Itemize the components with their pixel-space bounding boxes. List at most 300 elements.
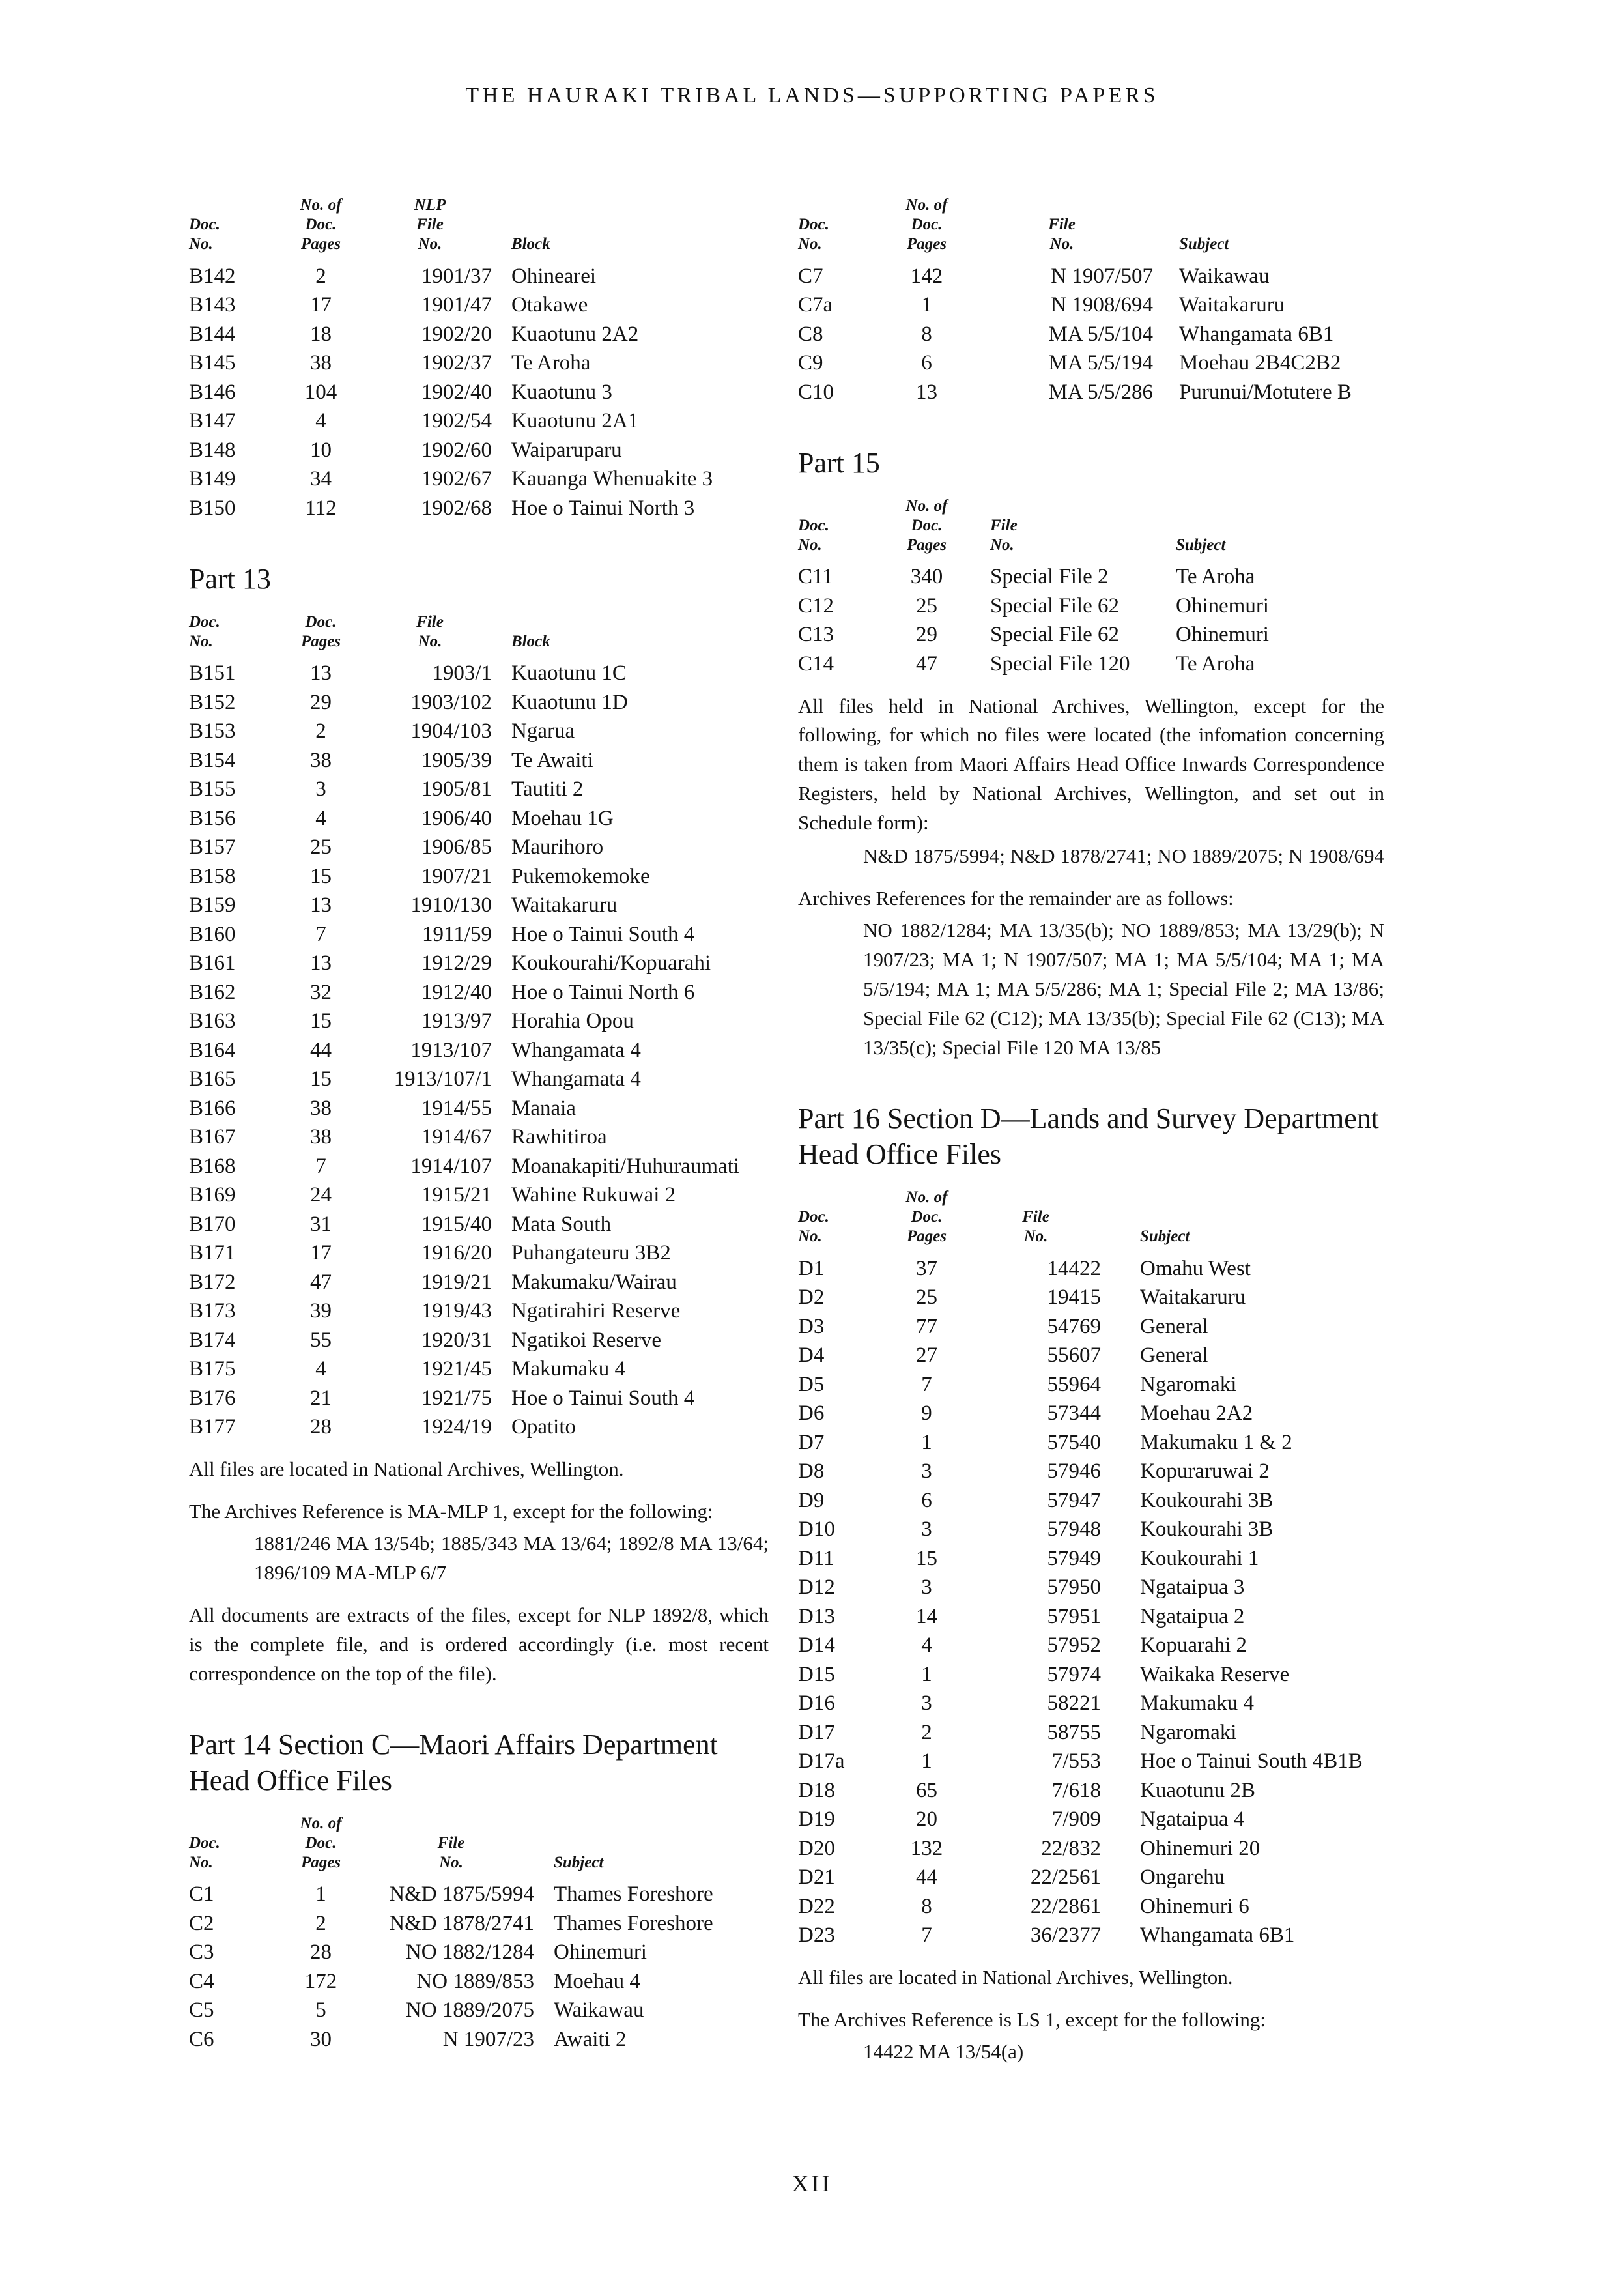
table-cell: NO 1889/2075	[405, 1998, 534, 2022]
table-cell: B144	[189, 322, 236, 346]
table-cell: 44	[916, 1865, 937, 1889]
table-cell: D12	[798, 1575, 835, 1599]
table-cell: 1906/85	[421, 835, 492, 859]
table-row	[189, 1152, 769, 1181]
table-row	[798, 1602, 1384, 1632]
table-cell: D16	[798, 1691, 835, 1715]
table-cell: 22/2561	[1030, 1865, 1101, 1889]
table-cell: N 1907/23	[442, 2027, 534, 2051]
table-cell: Mata South	[511, 1212, 612, 1236]
table-cell: B145	[189, 351, 236, 375]
table-cell: 14422	[1047, 1256, 1101, 1280]
table-b-continued	[189, 195, 769, 523]
table-cell: 1921/45	[421, 1357, 492, 1381]
column-header: No. of Doc. Pages	[905, 1188, 948, 1245]
table-cell: 25	[916, 1286, 937, 1309]
table-row	[798, 1660, 1384, 1690]
table-cell: Pukemokemoke	[511, 864, 650, 888]
table-cell: D10	[798, 1517, 835, 1541]
table-cell: 57951	[1047, 1604, 1101, 1628]
table-cell: Ohinemuri	[1176, 594, 1269, 618]
table-row	[798, 1834, 1384, 1863]
table-cell: 65	[916, 1778, 937, 1802]
table-cell: 18	[310, 322, 332, 346]
table-cell: B164	[189, 1038, 236, 1062]
table-cell: 1907/21	[421, 864, 492, 888]
table-cell: 1921/75	[421, 1386, 492, 1410]
table-cell: Ngaromaki	[1140, 1720, 1237, 1744]
table-cell: Waitakaruru	[1140, 1286, 1246, 1309]
table-cell: General	[1140, 1314, 1208, 1338]
table-row	[798, 378, 1384, 407]
table-cell: 1904/103	[410, 719, 492, 743]
table-cell: B152	[189, 690, 236, 714]
table-cell: 1913/107	[410, 1038, 492, 1062]
table-row	[189, 775, 769, 805]
table-row	[189, 1880, 769, 1910]
table-cell: 32	[310, 980, 332, 1004]
table-row	[189, 291, 769, 321]
table-cell: Koukourahi/Kopuarahi	[511, 951, 711, 975]
table-cell: 55964	[1047, 1372, 1101, 1396]
table-cell: 4	[315, 409, 326, 433]
table-cell: Moehau 2B4C2B2	[1179, 351, 1341, 375]
table-cell: Koukourahi 1	[1140, 1546, 1259, 1570]
table-cell: 30	[310, 2027, 332, 2051]
table-cell: Wahine Rukuwai 2	[511, 1183, 676, 1207]
table-cell: 25	[310, 835, 332, 859]
table-cell: 3	[921, 1691, 932, 1715]
table-cell: B170	[189, 1212, 236, 1236]
part-15-heading: Part 15	[798, 446, 880, 479]
table-cell: Moehau 2A2	[1140, 1402, 1253, 1425]
table-cell: D6	[798, 1402, 825, 1425]
table-cell: B149	[189, 467, 236, 491]
table-cell: 17	[310, 1241, 332, 1265]
table-cell: Manaia	[511, 1096, 576, 1120]
table-cell: 1920/31	[421, 1328, 492, 1352]
table-cell: 5	[315, 1998, 326, 2022]
table-cell: Ngataipua 2	[1140, 1604, 1245, 1628]
table-cell: Ngatikoi Reserve	[511, 1328, 662, 1352]
table-row	[798, 592, 1384, 621]
table-row	[189, 891, 769, 921]
table-cell: B177	[189, 1415, 236, 1439]
table-row	[189, 746, 769, 775]
table-row	[798, 1486, 1384, 1516]
table-cell: D7	[798, 1430, 825, 1454]
table-cell: NO 1889/853	[416, 1969, 534, 1993]
table-cell: 28	[310, 1940, 332, 1964]
table-row	[189, 262, 769, 291]
table-cell: Kopuarahi 2	[1140, 1633, 1247, 1657]
table-cell: D3	[798, 1314, 825, 1338]
table-row	[798, 1718, 1384, 1748]
table-cell: D21	[798, 1865, 835, 1889]
part-13-note-exceptions: 1881/246 MA 13/54b; 1885/343 MA 13/64; 1892/8 MA 13/64; 1896/109 MA-MLP 6/7	[254, 1531, 769, 1584]
table-c-continued	[798, 195, 1384, 407]
table-cell: B169	[189, 1183, 236, 1207]
table-cell: D18	[798, 1778, 835, 1802]
table-cell: B160	[189, 922, 236, 946]
table-row	[189, 1938, 769, 1968]
table-row	[798, 1631, 1384, 1660]
table-cell: 1905/81	[421, 777, 492, 801]
table-cell: Waitakaruru	[511, 893, 618, 917]
table-cell: Moanakapiti/Huhuraumati	[511, 1154, 740, 1178]
table-cell: 1903/1	[432, 661, 492, 685]
table-row	[798, 1254, 1384, 1284]
table-cell: 1902/37	[421, 351, 492, 375]
table-row	[798, 1892, 1384, 1921]
table-cell: 104	[304, 380, 337, 404]
table-cell: Hoe o Tainui South 4B1B	[1140, 1749, 1363, 1773]
table-cell: Waikaka Reserve	[1140, 1662, 1290, 1686]
table-cell: 47	[916, 652, 937, 676]
table-cell: Te Aroha	[1176, 652, 1255, 676]
table-cell: Kuaotunu 2A2	[511, 322, 639, 346]
table-cell: Ngataipua 3	[1140, 1575, 1245, 1599]
table-cell: Whangamata 4	[511, 1038, 641, 1062]
table-cell: B161	[189, 951, 236, 975]
table-row	[189, 978, 769, 1007]
table-row	[189, 378, 769, 407]
table-row	[189, 1210, 769, 1239]
table-cell: 15	[310, 1067, 332, 1091]
table-row	[189, 1996, 769, 2026]
table-cell: B167	[189, 1125, 236, 1149]
table-cell: 77	[916, 1314, 937, 1338]
running-head: THE HAURAKI TRIBAL LANDS—SUPPORTING PAPERS	[465, 83, 1159, 108]
table-row	[798, 349, 1384, 379]
column-header: Doc. No.	[798, 1207, 829, 1245]
table-header-row	[798, 195, 1384, 262]
table-cell: D22	[798, 1894, 835, 1918]
table-row	[189, 1094, 769, 1123]
column-header: Subject	[1179, 235, 1229, 253]
table-cell: 36/2377	[1030, 1923, 1101, 1947]
table-cell: Waikawau	[554, 1998, 644, 2022]
table-row	[798, 262, 1384, 291]
table-cell: N&D 1878/2741	[389, 1911, 534, 1935]
table-cell: Makumaku 1 & 2	[1140, 1430, 1292, 1454]
table-cell: 19415	[1047, 1286, 1101, 1309]
table-cell: D19	[798, 1807, 835, 1831]
part-15-note-remainder: Archives References for the remainder are as follows:	[798, 887, 1234, 910]
table-cell: 57974	[1047, 1662, 1101, 1686]
table-part-13	[189, 612, 769, 1443]
table-cell: 6	[921, 351, 932, 375]
table-header-row	[798, 1188, 1384, 1254]
table-row	[798, 1399, 1384, 1428]
table-cell: N&D 1875/5994	[389, 1882, 534, 1906]
table-cell: Kuaotunu 1D	[511, 690, 628, 714]
table-cell: C2	[189, 1911, 214, 1935]
table-row	[189, 1413, 769, 1443]
table-cell: D8	[798, 1460, 825, 1483]
table-cell: 14	[916, 1604, 937, 1628]
table-cell: Te Awaiti	[511, 748, 593, 772]
table-cell: Hoe o Tainui South 4	[511, 1386, 695, 1410]
table-cell: 1902/68	[421, 496, 492, 520]
table-cell: 1914/107	[410, 1154, 492, 1178]
table-cell: Thames Foreshore	[554, 1911, 713, 1935]
table-cell: 2	[315, 719, 326, 743]
table-cell: 44	[310, 1038, 332, 1062]
table-cell: B171	[189, 1241, 236, 1265]
part-15-note-references: NO 1882/1284; MA 13/35(b); NO 1889/853; MA 13/29(b); N 1907/23; MA 1; N 1907/507; MA 1; MA 5/5/104; MA 1; MA 5/5/194; MA 1; MA 5/5/286; MA 1; Special File 2; MA 13/86; Special File 62 (C12); MA 13/35(b); Special File 62 (C13); MA 13/35(c); Special File 120 MA 13/85	[863, 919, 1384, 1059]
table-cell: Ngarua	[511, 719, 575, 743]
table-cell: 15	[310, 864, 332, 888]
column-header: Doc. No.	[189, 216, 220, 253]
table-cell: Whangamata 6B1	[1179, 322, 1334, 346]
column-header: Block	[511, 632, 550, 650]
column-header: File No.	[1022, 1207, 1049, 1245]
part-16-note-exceptions: 14422 MA 13/54(a)	[863, 2039, 1024, 2063]
column-header: Doc. No.	[189, 1834, 220, 1871]
table-cell: C10	[798, 380, 834, 404]
table-row	[798, 1283, 1384, 1312]
table-cell: Maurihoro	[511, 835, 604, 859]
table-cell: D23	[798, 1923, 835, 1947]
table-row	[798, 1863, 1384, 1892]
table-cell: 1914/67	[421, 1125, 492, 1149]
table-row	[189, 920, 769, 949]
table-row	[189, 1268, 769, 1297]
table-cell: 340	[910, 565, 943, 589]
table-cell: B163	[189, 1009, 236, 1033]
table-cell: 3	[315, 777, 326, 801]
table-cell: 7	[315, 1154, 326, 1178]
left-column	[189, 195, 769, 2054]
table-cell: B156	[189, 806, 236, 830]
table-row	[798, 1341, 1384, 1370]
table-cell: 25	[916, 594, 937, 618]
column-header: File No.	[437, 1834, 465, 1871]
table-cell: Koukourahi 3B	[1140, 1488, 1274, 1512]
table-row	[189, 1181, 769, 1211]
table-row	[189, 2025, 769, 2054]
table-header-row	[189, 612, 769, 659]
table-row	[798, 563, 1384, 592]
table-cell: 3	[921, 1517, 932, 1541]
table-cell: N 1908/694	[1051, 293, 1153, 317]
part-13-note-location: All files are located in National Archives, Wellington.	[189, 1458, 624, 1480]
table-cell: 7	[921, 1372, 932, 1396]
table-cell: Kauanga Whenuakite 3	[511, 467, 713, 491]
table-cell: Thames Foreshore	[554, 1882, 713, 1906]
table-cell: 22/832	[1041, 1836, 1101, 1860]
table-cell: Waitakaruru	[1179, 293, 1285, 317]
table-cell: 1915/40	[421, 1212, 492, 1236]
table-cell: 57540	[1047, 1430, 1101, 1454]
table-cell: Ohinemuri 20	[1140, 1836, 1261, 1860]
table-cell: MA 5/5/286	[1048, 380, 1153, 404]
table-cell: 22/2861	[1030, 1894, 1101, 1918]
table-row	[189, 436, 769, 465]
table-cell: B157	[189, 835, 236, 859]
table-cell: D4	[798, 1344, 825, 1367]
table-row	[189, 1065, 769, 1095]
table-cell: 7	[921, 1923, 932, 1947]
table-cell: 15	[310, 1009, 332, 1033]
table-cell: 1919/43	[421, 1299, 492, 1323]
table-cell: General	[1140, 1344, 1208, 1367]
table-cell: 2	[315, 264, 326, 288]
table-cell: 57950	[1047, 1575, 1101, 1599]
table-row	[189, 1967, 769, 1996]
table-cell: Waiparuparu	[511, 438, 622, 462]
table-cell: MA 5/5/104	[1048, 322, 1153, 346]
part-15-note-location: All files held in National Archives, Wellington, except for the following, for which no files were located (the infomation concerning them is taken from Maori Affairs Head Office Inwards Correspondence Registers, held by National Archives, Wellington, and set out in Schedule form):	[798, 694, 1384, 835]
table-cell: 57949	[1047, 1546, 1101, 1570]
table-cell: 31	[310, 1212, 332, 1236]
table-cell: N 1907/507	[1051, 264, 1153, 288]
table-cell: 1	[921, 293, 932, 317]
table-cell: 1916/20	[421, 1241, 492, 1265]
column-header: Doc. Pages	[300, 612, 341, 650]
table-cell: B158	[189, 864, 236, 888]
column-header: NLP File No.	[414, 196, 446, 253]
table-cell: B154	[189, 748, 236, 772]
table-cell: 7	[315, 922, 326, 946]
table-cell: 4	[315, 1357, 326, 1381]
table-cell: 1913/97	[421, 1009, 492, 1033]
table-cell: Rawhitiroa	[511, 1125, 607, 1149]
table-cell: D20	[798, 1836, 835, 1860]
table-row	[798, 320, 1384, 349]
table-header-row	[189, 1814, 769, 1880]
table-cell: B168	[189, 1154, 236, 1178]
part-16-note-location: All files are located in National Archives, Wellington.	[798, 1965, 1233, 1989]
table-row	[189, 349, 769, 379]
table-cell: 54769	[1047, 1314, 1101, 1338]
table-cell: 2	[921, 1720, 932, 1744]
table-cell: 112	[305, 496, 337, 520]
table-cell: 13	[310, 893, 332, 917]
table-part-15	[798, 496, 1384, 679]
table-cell: B150	[189, 496, 236, 520]
table-cell: B166	[189, 1096, 236, 1120]
table-cell: C8	[798, 322, 823, 346]
table-cell: 1	[921, 1662, 932, 1686]
table-cell: Makumaku 4	[1140, 1691, 1255, 1715]
table-row	[189, 465, 769, 495]
table-cell: Ohinearei	[511, 264, 597, 288]
table-cell: Te Aroha	[1176, 565, 1255, 589]
table-row	[798, 1747, 1384, 1776]
table-cell: D13	[798, 1604, 835, 1628]
table-cell: C4	[189, 1969, 214, 1993]
table-cell: 38	[310, 1125, 332, 1149]
table-cell: Ongarehu	[1140, 1865, 1225, 1889]
table-cell: 172	[304, 1969, 337, 1993]
table-cell: 17	[310, 293, 332, 317]
table-cell: B174	[189, 1328, 236, 1352]
part-13-note-extracts: All documents are extracts of the files, except for NLP 1892/8, which is the complete file, and is ordered accordingly (i.e. most recent correspondence on the top of the file).	[189, 1603, 769, 1685]
table-cell: 7/553	[1051, 1749, 1101, 1773]
table-cell: 57344	[1047, 1402, 1101, 1425]
table-row	[798, 1428, 1384, 1458]
table-cell: B148	[189, 438, 236, 462]
table-cell: 38	[310, 351, 332, 375]
table-cell: 1902/20	[421, 322, 492, 346]
table-cell: 1906/40	[421, 806, 492, 830]
table-cell: C14	[798, 652, 834, 676]
table-row	[189, 717, 769, 747]
table-cell: D17a	[798, 1749, 845, 1773]
table-cell: 1912/40	[421, 980, 492, 1004]
part-16-note-reference: The Archives Reference is LS 1, except for the following:	[798, 2007, 1266, 2031]
column-header: File No.	[1048, 216, 1076, 253]
column-header: Subject	[1140, 1227, 1190, 1245]
table-cell: 34	[310, 467, 332, 491]
table-cell: 15	[916, 1546, 937, 1570]
table-cell: 1902/67	[421, 467, 492, 491]
table-row	[189, 1036, 769, 1065]
table-row	[189, 833, 769, 863]
table-cell: B142	[189, 264, 236, 288]
table-cell: 38	[310, 748, 332, 772]
column-header: Subject	[554, 1853, 604, 1871]
table-row	[189, 862, 769, 891]
column-header: Subject	[1176, 536, 1226, 554]
table-cell: Whangamata 6B1	[1140, 1923, 1295, 1947]
table-row	[189, 1239, 769, 1269]
table-cell: Kuaotunu 3	[511, 380, 612, 404]
table-cell: Special File 2	[990, 565, 1109, 589]
table-row	[189, 804, 769, 833]
table-cell: Ngaromaki	[1140, 1372, 1237, 1396]
table-cell: Omahu West	[1140, 1256, 1251, 1280]
column-header: File No.	[416, 612, 444, 650]
table-cell: 2	[315, 1911, 326, 1935]
table-cell: 1	[921, 1749, 932, 1773]
table-cell: 57952	[1047, 1633, 1101, 1657]
page-number: XII	[791, 2170, 833, 2196]
table-cell: 8	[921, 322, 932, 346]
table-row	[798, 1544, 1384, 1574]
column-header: Doc. No.	[189, 612, 220, 650]
table-row	[189, 320, 769, 349]
part-14-heading: Part 14 Section C—Maori Affairs Department Head Office Files	[189, 1728, 718, 1796]
table-cell: Horahia Opou	[511, 1009, 634, 1033]
table-cell: 1913/107/1	[393, 1067, 492, 1091]
table-cell: 7/909	[1051, 1807, 1101, 1831]
table-cell: Otakawe	[511, 293, 588, 317]
table-cell: 1919/21	[421, 1270, 492, 1294]
table-cell: 1	[315, 1882, 326, 1906]
table-cell: 47	[310, 1270, 332, 1294]
column-header: No. of Doc. Pages	[905, 196, 948, 253]
table-row	[189, 1909, 769, 1938]
table-cell: Moehau 1G	[511, 806, 614, 830]
table-cell: B151	[189, 661, 236, 685]
table-cell: 29	[916, 623, 937, 647]
table-cell: 1903/102	[410, 690, 492, 714]
table-cell: C7	[798, 264, 823, 288]
table-row	[798, 621, 1384, 650]
table-cell: Kuaotunu 2A1	[511, 409, 639, 433]
table-cell: Kuaotunu 2B	[1140, 1778, 1255, 1802]
table-cell: 3	[921, 1460, 932, 1483]
table-cell: 10	[310, 438, 332, 462]
column-header: No. of Doc. Pages	[300, 196, 342, 253]
table-cell: Puhangateuru 3B2	[511, 1241, 671, 1265]
table-row	[798, 1370, 1384, 1400]
table-row	[798, 1776, 1384, 1805]
table-row	[189, 1326, 769, 1355]
